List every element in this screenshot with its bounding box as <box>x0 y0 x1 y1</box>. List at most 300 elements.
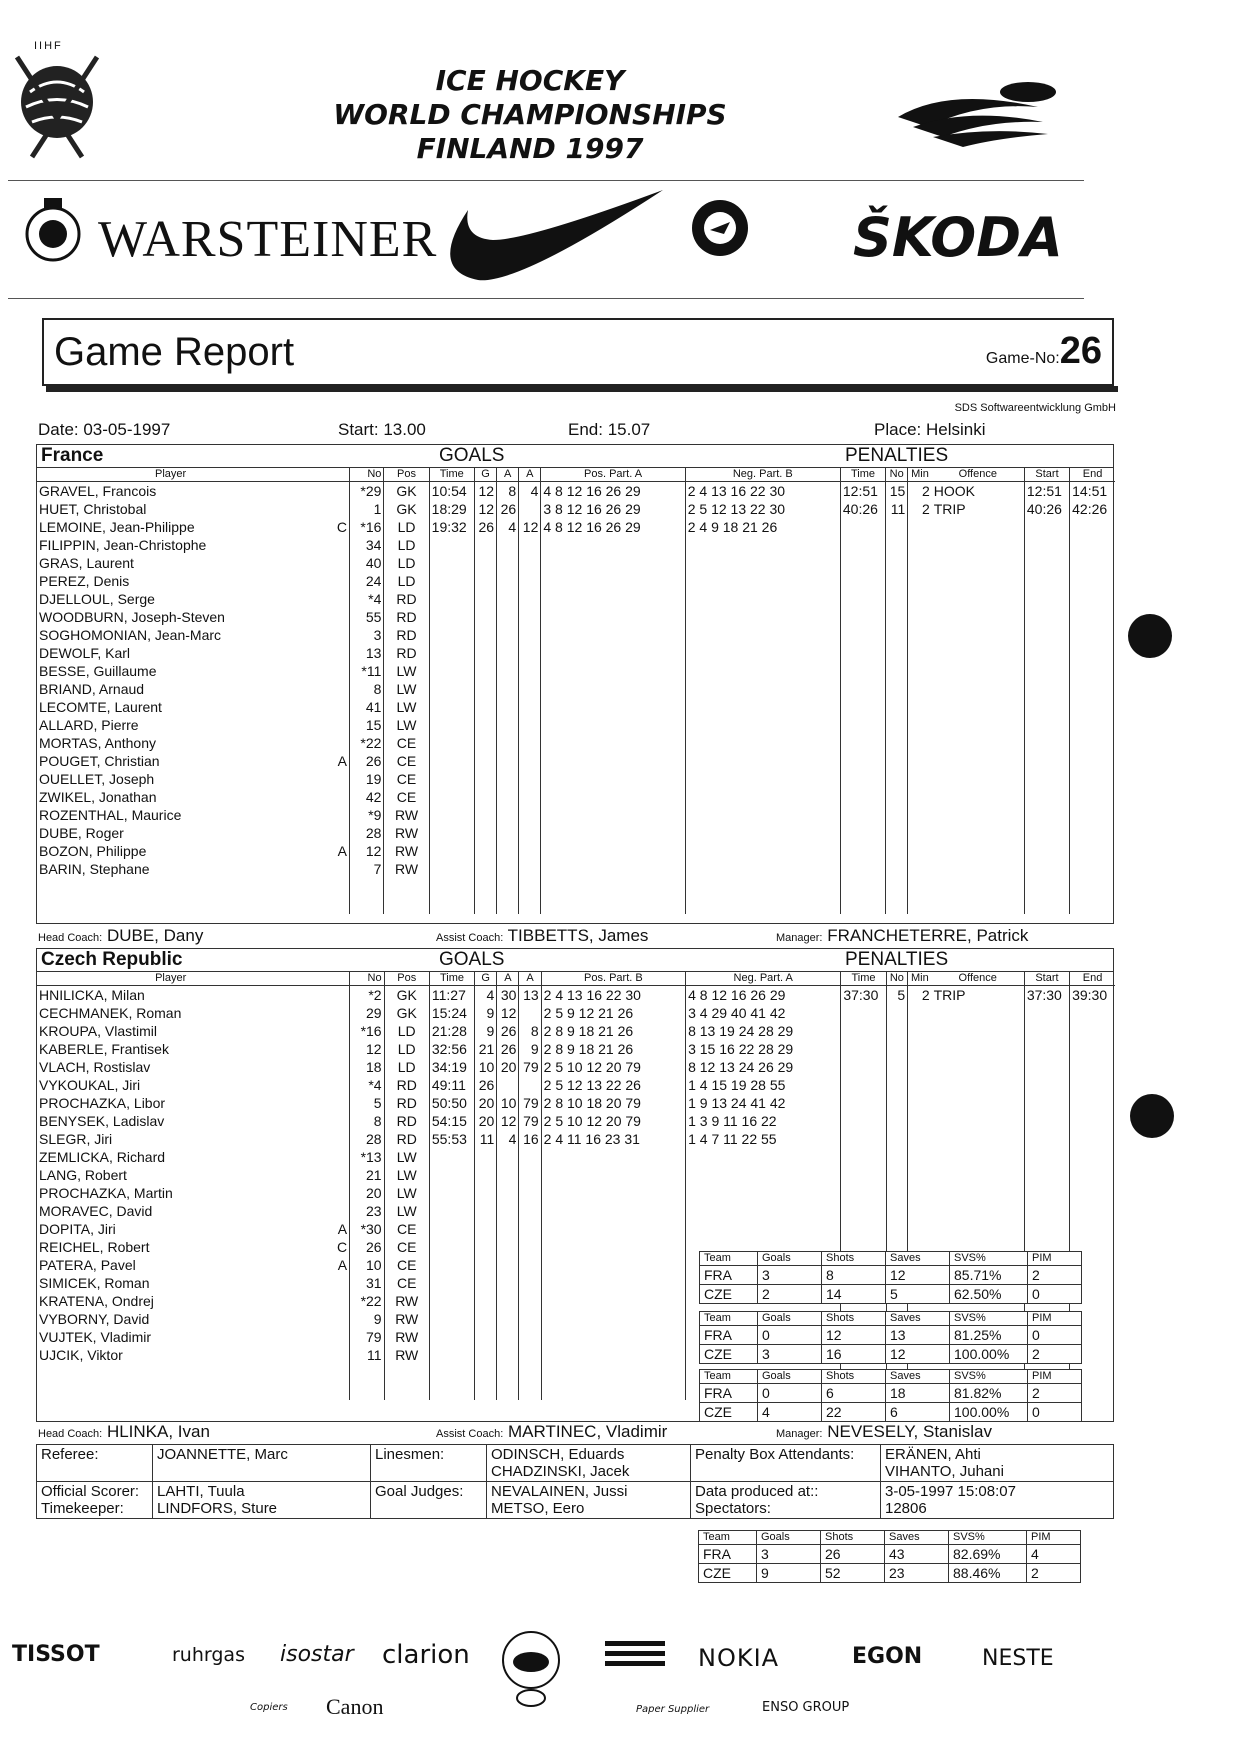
goal-assist: 8 <box>519 1022 541 1040</box>
captain-mark <box>304 608 349 626</box>
penalty-player: 15 <box>886 482 908 501</box>
plus-players <box>541 662 685 680</box>
penalty-player <box>886 572 908 590</box>
goal-assist <box>519 590 541 608</box>
player-position: LW <box>384 698 429 716</box>
pen-end-header: End <box>1070 971 1115 986</box>
goal-time <box>429 608 474 626</box>
goal-assist <box>519 752 541 770</box>
player-name: PEREZ, Denis <box>39 573 130 589</box>
penalty-offence <box>932 1220 1025 1238</box>
penalty-player <box>886 770 908 788</box>
minus-players <box>685 590 840 608</box>
penalty-minutes <box>908 824 932 842</box>
player-name: DUBE, Roger <box>39 825 124 841</box>
goal-scorer <box>474 806 496 824</box>
scorer-label: Official Scorer: <box>41 1483 140 1500</box>
player-position: GK <box>384 1004 429 1022</box>
goal-time-header: Time <box>429 971 474 986</box>
head-coach: HLINKA, Ivan <box>106 1422 210 1441</box>
penalty-offence <box>932 716 1025 734</box>
goal-assist <box>519 1148 541 1166</box>
goal-assist: 79 <box>519 1112 541 1130</box>
player-number: 11 <box>350 1346 384 1364</box>
goal-time <box>429 1328 474 1346</box>
goal-assist <box>519 878 541 896</box>
goal-assist <box>519 1184 541 1202</box>
player-number: 10 <box>350 1256 384 1274</box>
penalty-start <box>1024 662 1069 680</box>
goal-assist <box>497 626 519 644</box>
penalty-end <box>1070 788 1115 806</box>
goal-assist: 4 <box>497 518 519 536</box>
stats-row <box>700 1285 1082 1304</box>
penalty-time <box>840 554 885 572</box>
stats-cell: 81.25% <box>950 1326 1028 1345</box>
goal-assist: 79 <box>519 1058 541 1076</box>
team-a-section <box>36 444 1114 924</box>
goal-judge: METSO, Eero <box>491 1500 585 1517</box>
minus-players: 1 3 9 11 16 22 <box>686 1112 841 1130</box>
penalty-time <box>840 770 885 788</box>
pen-no-header: No <box>886 971 908 986</box>
player-number: *30 <box>350 1220 384 1238</box>
penalty-minutes <box>908 806 932 824</box>
team-a-name: France <box>41 445 104 466</box>
stats-header: Shots <box>822 1252 886 1266</box>
penalty-end <box>1070 1112 1115 1130</box>
penalty-end <box>1070 878 1115 896</box>
player-name: LECOMTE, Laurent <box>39 699 162 715</box>
goals-heading: GOALS <box>439 949 505 970</box>
minus-players <box>685 752 840 770</box>
goal-time <box>429 824 474 842</box>
penalty-offence <box>932 1058 1025 1076</box>
goal-assist <box>497 1256 519 1274</box>
penalty-end <box>1070 626 1115 644</box>
goal-assist <box>519 1382 541 1400</box>
minus-players: 2 4 13 16 22 30 <box>685 482 840 501</box>
goal-assist <box>519 536 541 554</box>
stats-cell: 0 <box>758 1326 822 1345</box>
stats-header: PIM <box>1028 1370 1082 1384</box>
penalty-start <box>1024 1130 1069 1148</box>
penalty-start <box>1024 1112 1069 1130</box>
plus-players <box>541 1346 685 1364</box>
penalty-offence <box>932 698 1025 716</box>
stats-header: Shots <box>822 1312 886 1326</box>
penalty-start <box>1024 680 1069 698</box>
player-row <box>37 1040 1115 1058</box>
stats-cell: 2 <box>1028 1266 1082 1285</box>
penalty-time <box>840 644 885 662</box>
stats-row <box>699 1564 1081 1583</box>
goal-scorer <box>474 770 496 788</box>
player-number: 12 <box>349 842 383 860</box>
player-row <box>37 626 1115 644</box>
minus-players: 1 4 7 11 22 55 <box>686 1130 841 1148</box>
goal-time-header: Time <box>429 467 474 482</box>
penalty-end <box>1070 896 1115 914</box>
tissot-logo: TISSOT <box>12 1642 100 1667</box>
plus-players <box>541 1274 685 1292</box>
stats-table <box>699 1311 1082 1364</box>
player-name: PROCHAZKA, Martin <box>39 1185 173 1201</box>
player-position: RD <box>384 644 429 662</box>
penalty-player <box>886 824 908 842</box>
goal-assist: 10 <box>497 1094 519 1112</box>
player-row <box>37 608 1115 626</box>
player-row <box>37 1220 1115 1238</box>
plus-players: 2 5 9 12 21 26 <box>541 1004 685 1022</box>
player-header: Player <box>37 467 304 482</box>
globe-sticks-icon <box>12 52 102 162</box>
penalty-player <box>886 698 908 716</box>
penalty-start <box>1024 1094 1069 1112</box>
player-position: LW <box>384 680 429 698</box>
assist2-header: A <box>519 467 541 482</box>
assist-coach: MARTINEC, Vladimir <box>507 1422 668 1441</box>
penalty-offence <box>932 752 1025 770</box>
penalty-start <box>1024 1040 1069 1058</box>
pen-min-header: Min <box>908 971 932 986</box>
team_a-grid <box>37 467 1115 914</box>
goal-time: 55:53 <box>429 1130 474 1148</box>
goal-time <box>429 590 474 608</box>
player-name: VUJTEK, Vladimir <box>39 1329 152 1345</box>
pen-start-header: Start <box>1024 467 1069 482</box>
penalty-end <box>1070 608 1115 626</box>
player-row <box>37 590 1115 608</box>
penalty-start: 12:51 <box>1024 482 1069 501</box>
plus-players: 2 4 13 16 22 30 <box>541 986 685 1005</box>
penalty-offence <box>932 518 1025 536</box>
penalty-time <box>840 662 885 680</box>
plus-players <box>541 1238 685 1256</box>
game-report-banner <box>42 318 1114 386</box>
penalty-minutes <box>908 1004 932 1022</box>
goal-scorer: 12 <box>474 482 496 501</box>
goal-assist <box>519 554 541 572</box>
captain-mark <box>304 536 349 554</box>
penalty-start <box>1024 842 1069 860</box>
goal-assist <box>519 1274 541 1292</box>
captain-mark <box>304 1166 349 1184</box>
captain-mark <box>304 770 349 788</box>
penalty-start: 40:26 <box>1024 500 1069 518</box>
plus-players <box>541 572 685 590</box>
goal-scorer <box>474 644 496 662</box>
player-name: WOODBURN, Joseph-Steven <box>39 609 225 625</box>
plus-players: 2 8 9 18 21 26 <box>541 1040 685 1058</box>
assist-coach-label: Assist Coach: <box>436 1428 504 1440</box>
penalty-player <box>886 626 908 644</box>
penalty-time <box>841 1130 886 1148</box>
goal-scorer-header: G <box>475 971 497 986</box>
paper-supplier-label: Paper Supplier <box>636 1704 710 1715</box>
plus-players <box>541 770 685 788</box>
penalty-offence <box>932 554 1025 572</box>
player-number: 18 <box>350 1058 384 1076</box>
player-row <box>37 1202 1115 1220</box>
plus-players <box>541 590 685 608</box>
goal-scorer: 26 <box>475 1076 497 1094</box>
goal-assist: 4 <box>497 1130 519 1148</box>
stats-header: Shots <box>821 1531 885 1545</box>
player-number: 42 <box>349 788 383 806</box>
player-name: DJELLOUL, Serge <box>39 591 155 607</box>
captain-mark <box>304 1328 349 1346</box>
goal-assist <box>519 680 541 698</box>
player-number: *4 <box>350 1076 384 1094</box>
goal-assist <box>497 1310 519 1328</box>
penalty-offence <box>932 878 1025 896</box>
penalty-minutes <box>908 1058 932 1076</box>
penalty-player <box>886 662 908 680</box>
player-position: RD <box>384 626 429 644</box>
stats-cell: 82.69% <box>949 1545 1027 1564</box>
player-name: LEMOINE, Jean-Philippe <box>39 519 195 535</box>
goal-assist <box>519 1238 541 1256</box>
goal-assist <box>519 1202 541 1220</box>
stats-row <box>700 1403 1082 1422</box>
game-number-label: Game-No: <box>985 350 1060 367</box>
minus-players <box>685 626 840 644</box>
penalty-minutes <box>908 536 932 554</box>
stats-row <box>700 1326 1082 1345</box>
captain-mark <box>304 644 349 662</box>
assist-coach-label: Assist Coach: <box>436 932 504 944</box>
penalty-time <box>840 572 885 590</box>
captain-mark <box>304 1004 349 1022</box>
minus-players: 1 9 13 24 41 42 <box>686 1094 841 1112</box>
player-position: CE <box>384 770 429 788</box>
player-number: 24 <box>349 572 383 590</box>
penalty-offence: HOOK <box>933 483 975 499</box>
minus-players: 1 4 15 19 28 55 <box>686 1076 841 1094</box>
stats-cell: 12 <box>886 1266 950 1285</box>
player-position: LD <box>384 572 429 590</box>
plus-players <box>541 1382 685 1400</box>
goal-scorer <box>474 734 496 752</box>
goal-assist <box>519 860 541 878</box>
goal-time <box>429 1166 474 1184</box>
head-coach: DUBE, Dany <box>106 926 204 945</box>
team-a-staff <box>36 926 1114 948</box>
goal-time: 21:28 <box>429 1022 474 1040</box>
pen-end-header: End <box>1070 467 1115 482</box>
penalty-offence <box>932 1166 1025 1184</box>
player-position: CE <box>384 1220 429 1238</box>
pen-min-header: Min <box>908 467 932 482</box>
player-row <box>37 1130 1115 1148</box>
goal-scorer <box>474 842 496 860</box>
player-name <box>37 1364 304 1382</box>
pba-member: VIHANTO, Juhani <box>885 1463 1004 1480</box>
penalty-start <box>1024 896 1069 914</box>
iihf-logo <box>12 40 102 160</box>
penalty-offence <box>932 536 1025 554</box>
goal-assist <box>497 1328 519 1346</box>
penalty-start <box>1024 536 1069 554</box>
player-name: GRAVEL, Francois <box>39 483 157 499</box>
goal-assist <box>497 590 519 608</box>
plus-players <box>541 842 685 860</box>
penalty-end <box>1070 554 1115 572</box>
stats-cell: 23 <box>885 1564 949 1583</box>
penalty-offence: TRIP <box>933 987 966 1003</box>
head-coach-label: Head Coach: <box>38 932 103 944</box>
penalty-player <box>886 806 908 824</box>
goal-assist <box>519 1364 541 1382</box>
goal-assist <box>497 572 519 590</box>
goal-scorer <box>474 662 496 680</box>
penalty-offence <box>932 896 1025 914</box>
penalty-offence <box>932 1040 1025 1058</box>
goal-assist <box>497 770 519 788</box>
goal-assist <box>519 1346 541 1364</box>
referee-label: Referee: <box>37 1445 153 1482</box>
penalty-minutes <box>908 716 932 734</box>
head-coach-label: Head Coach: <box>38 1428 103 1440</box>
player-row <box>37 986 1115 1005</box>
minus-header: Neg. Part. A <box>686 971 841 986</box>
goal-assist <box>497 860 519 878</box>
data-produced: 3-05-1997 15:08:07 <box>885 1483 1016 1500</box>
game-date: Date: 03-05-1997 <box>38 420 171 439</box>
player-number: 20 <box>350 1184 384 1202</box>
linesmen-label: Linesmen: <box>371 1445 487 1482</box>
stats-header: Team <box>700 1312 758 1326</box>
goal-scorer: 21 <box>475 1040 497 1058</box>
stats-cell: 9 <box>757 1564 821 1583</box>
penalty-minutes <box>908 896 932 914</box>
player-position: CE <box>384 752 429 770</box>
player-position: LD <box>384 1022 429 1040</box>
stats-header: Saves <box>885 1531 949 1545</box>
player-name: VYBORNY, David <box>39 1311 150 1327</box>
penalty-minutes <box>908 662 932 680</box>
player-number: 7 <box>349 860 383 878</box>
plus-players <box>541 1202 685 1220</box>
penalty-start <box>1024 626 1069 644</box>
plus-players <box>541 860 685 878</box>
minus-players <box>685 644 840 662</box>
captain-mark <box>304 860 349 878</box>
penalty-offence <box>932 608 1025 626</box>
goal-time: 49:11 <box>429 1076 474 1094</box>
game-place: Place: Helsinki <box>874 420 986 439</box>
minus-players <box>685 680 840 698</box>
player-number <box>350 1364 384 1382</box>
captain-mark <box>304 590 349 608</box>
penalty-end <box>1070 1076 1115 1094</box>
penalty-start <box>1024 1004 1069 1022</box>
penalty-end <box>1070 860 1115 878</box>
goal-time <box>429 1148 474 1166</box>
goal-assist <box>519 698 541 716</box>
player-row <box>37 1166 1115 1184</box>
plus-players <box>541 1292 685 1310</box>
goal-assist <box>519 1004 541 1022</box>
player-position: LD <box>384 554 429 572</box>
goal-scorer <box>474 698 496 716</box>
penalty-player <box>886 860 908 878</box>
player-number: *16 <box>349 518 383 536</box>
penalty-player <box>886 878 908 896</box>
assist1-header: A <box>497 467 519 482</box>
penalty-end <box>1070 770 1115 788</box>
stats-cell: FRA <box>700 1384 758 1403</box>
goal-scorer: 12 <box>474 500 496 518</box>
penalty-time <box>840 752 885 770</box>
goal-time: 15:24 <box>429 1004 474 1022</box>
player-row <box>37 1184 1115 1202</box>
timekeeper-label: Timekeeper: <box>41 1500 124 1517</box>
captain-mark <box>304 986 349 1005</box>
goal-assist: 4 <box>519 482 541 501</box>
penalty-offence <box>932 626 1025 644</box>
assist2-header: A <box>519 971 541 986</box>
stats-header: Team <box>699 1531 757 1545</box>
minus-players <box>685 572 840 590</box>
penalty-time <box>840 590 885 608</box>
captain-mark <box>304 1076 349 1094</box>
player-row <box>37 860 1115 878</box>
player-position: RD <box>384 608 429 626</box>
player-row <box>37 896 1115 914</box>
skoda-badge-icon <box>688 196 752 260</box>
player-row <box>37 1094 1115 1112</box>
player-position: LW <box>384 1202 429 1220</box>
plus-players <box>541 824 685 842</box>
player-position: RD <box>384 1094 429 1112</box>
penalty-end <box>1070 1184 1115 1202</box>
captain-mark <box>304 1382 349 1400</box>
pen-offence-header: Offence <box>932 467 1025 482</box>
player-position: CE <box>384 1256 429 1274</box>
penalty-start <box>1024 1076 1069 1094</box>
player-position: LW <box>384 716 429 734</box>
player-row <box>37 536 1115 554</box>
player-number: 8 <box>349 680 383 698</box>
player-position: RW <box>384 806 429 824</box>
penalty-offence <box>932 1004 1025 1022</box>
captain-mark <box>304 806 349 824</box>
penalty-start <box>1024 770 1069 788</box>
penalty-time <box>840 788 885 806</box>
stats-cell: 88.46% <box>949 1564 1027 1583</box>
player-name: HUET, Christobal <box>39 501 147 517</box>
player-number: *22 <box>349 734 383 752</box>
penalty-player <box>886 1220 908 1238</box>
penalty-time <box>840 608 885 626</box>
player-row <box>37 770 1115 788</box>
minus-players <box>686 1184 841 1202</box>
plus-players <box>541 1184 685 1202</box>
minus-players <box>686 1220 841 1238</box>
goal-assist: 16 <box>519 1130 541 1148</box>
plus-players <box>541 878 685 896</box>
penalty-player <box>886 1076 908 1094</box>
goal-assist <box>519 1076 541 1094</box>
penalty-offence <box>932 824 1025 842</box>
captain-mark: A <box>337 843 347 859</box>
penalty-player <box>886 1148 908 1166</box>
player-position: RD <box>384 1112 429 1130</box>
plus-players <box>541 1328 685 1346</box>
punch-hole <box>1128 614 1172 658</box>
